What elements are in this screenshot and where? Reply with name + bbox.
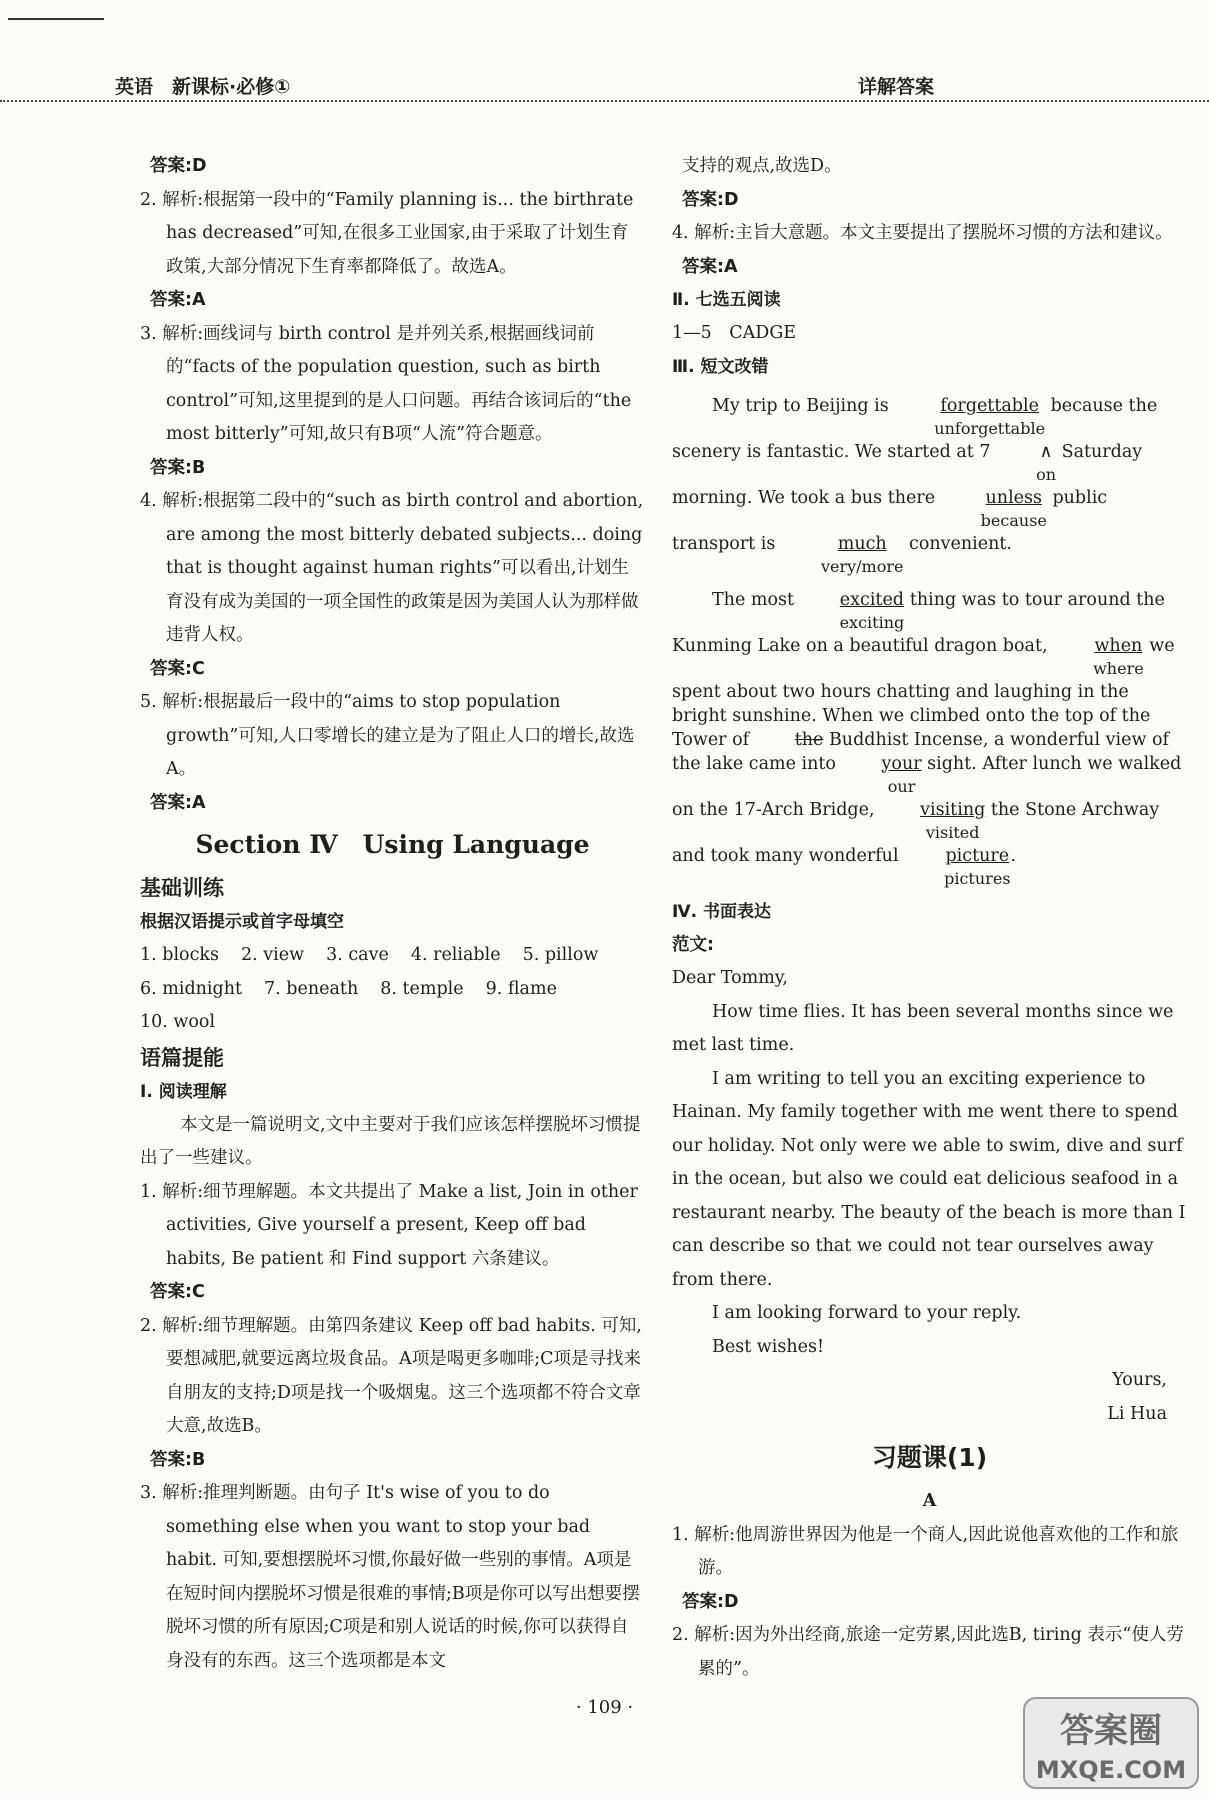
passage-text: the Stone Archway and took many wonderful bbox=[672, 799, 1160, 866]
error-word: your bbox=[881, 753, 922, 774]
answer: 答案:A bbox=[150, 290, 206, 310]
explanation: 3. 解析:画线词与 birth control 是并列关系,根据画线词前的“facts of the population question, such as birth control”可知,这里提到的是人口问题。再结合该词后的“the most bitterly”可知,故只有B项“人流”符合题意。 bbox=[140, 323, 632, 444]
passage-text: The most bbox=[712, 589, 800, 610]
answer: 答案:B bbox=[150, 457, 206, 478]
error-word: excited bbox=[839, 589, 905, 610]
correction-mark bbox=[894, 394, 1045, 440]
corrected-word: exciting bbox=[839, 612, 905, 632]
passage-text: . bbox=[1010, 845, 1017, 866]
passage-text: we spent about two hours chatting and laughing in the bright sunshine. When we climbed onto the top of the Tower of bbox=[672, 635, 1175, 750]
header-section-title: 详解答案 bbox=[858, 76, 935, 98]
letter-paragraph: I am writing to tell you an exciting experience to Hainan. My family together with me went there to spend our holiday. Not only were we able to swim, dive and surf in the ocean, but also we could eat delicious seafood in a restaurant nearby. The beauty of the beach is more than I can describe so that we could not tear ourselves away from there. bbox=[672, 1068, 1186, 1290]
insert-caret: ∧ bbox=[1039, 441, 1053, 462]
heading-reading: Ⅰ. 阅读理解 bbox=[140, 1081, 227, 1102]
explanation: 1. 解析:他周游世界因为他是一个商人,因此说他喜欢他的工作和旅游。 bbox=[672, 1524, 1179, 1578]
word-answer: 4. reliable bbox=[410, 945, 501, 965]
letter-signature: Li Hua bbox=[1107, 1403, 1167, 1424]
explanation: 4. 解析:根据第二段中的“such as birth control and abortion, are among the most bitterly debated subjects... doing that is thought against human rights”可以看出,计划生育没有成为美国的一项全国性的政策是因为美国人认为那样做违背人权。 bbox=[140, 491, 644, 645]
letter-paragraph: I am looking forward to your reply. bbox=[712, 1303, 1022, 1323]
passage-text: sight. After lunch we walked on the 17-Arch Bridge, bbox=[672, 753, 1182, 820]
passage-text: convenient. bbox=[903, 533, 1012, 554]
heading-passage: 语篇提能 bbox=[140, 1045, 224, 1070]
answer: 答案:A bbox=[150, 792, 206, 813]
lesson-title: 习题课(1) bbox=[871, 1443, 988, 1472]
error-word: much bbox=[837, 533, 887, 554]
correction-mark bbox=[781, 532, 904, 578]
word-answer: 10. wool bbox=[140, 1012, 216, 1032]
svg-text:答案圈: 答案圈 bbox=[1060, 1711, 1162, 1751]
word-answer: 9. flame bbox=[485, 978, 557, 999]
explanation: 2. 解析:细节理解题。由第四条建议 Keep off bad habits. 可知,要想减肥,就要远离垃圾食品。A项是喝更多咖啡;C项是寻找来自朋友的支持;D项是找一个吸烟鬼。这三个选项都不符合文章大意,故选B。 bbox=[140, 1315, 642, 1436]
word-answer: 6. midnight bbox=[140, 978, 243, 999]
correction-mark bbox=[996, 440, 1056, 486]
heading-error-correction: Ⅲ. 短文改错 bbox=[672, 356, 769, 377]
corrected-word: visited bbox=[925, 822, 980, 842]
passage-text: Buddhist Incense, a wonderful view of the lake came into bbox=[672, 729, 1169, 774]
letter-closing: Yours, bbox=[1112, 1370, 1167, 1390]
correction-mark bbox=[880, 798, 985, 844]
correction-mark bbox=[1053, 634, 1144, 680]
passage-text: My trip to Beijing is bbox=[712, 395, 895, 416]
explanation: 3. 解析:推理判断题。由句子 It's wise of you to do something else when you want to stop your bad habit. 可知,要想摆脱坏习惯,你最好做一些别的事情。A项是在短时间内摆脱坏习惯是很难的事情;B项是你可以写出想要摆脱坏习惯的所有原因;C项是和别人说话的时候,你可以获得自身没有的东西。这三个选项都是本文 bbox=[140, 1483, 640, 1671]
correction-mark bbox=[904, 844, 1010, 890]
passage-text: thing was to tour around the Kunming Lake on a beautiful dragon boat, bbox=[672, 589, 1165, 656]
page-number: · 109 · bbox=[575, 1697, 634, 1718]
heading-writing: Ⅳ. 书面表达 bbox=[672, 901, 772, 922]
model-essay-label: 范文: bbox=[672, 934, 714, 955]
letter-paragraph: Best wishes! bbox=[712, 1336, 824, 1357]
deleted-word: the bbox=[794, 729, 824, 750]
word-answer: 2. view bbox=[240, 945, 305, 965]
explanation: 1. 解析:细节理解题。本文共提出了 Make a list, Join in other activities, Give yourself a present, Keep off bad habits, Be patient 和 Find support 六条建议。 bbox=[140, 1181, 638, 1269]
passage-text: because the scenery is fantastic. We started at 7 bbox=[672, 395, 1158, 462]
section-title: Section Ⅳ Using Language bbox=[195, 830, 590, 859]
corrected-word: because bbox=[980, 510, 1047, 530]
word-answer: 5. pillow bbox=[522, 945, 599, 965]
explanation: 2. 解析:因为外出经商,旅途一定劳累,因此选B, tiring 表示“使人劳累的”。 bbox=[672, 1625, 1184, 1679]
corrected-word: on bbox=[1036, 464, 1057, 484]
heading-fill-blanks: 根据汉语提示或首字母填空 bbox=[140, 912, 344, 932]
answer: 答案:D bbox=[682, 1591, 739, 1612]
correction-mark bbox=[800, 588, 905, 634]
header-top-line bbox=[8, 18, 104, 20]
explanation: 4. 解析:主旨大意题。本文主要提出了摆脱坏习惯的方法和建议。 bbox=[672, 223, 1173, 243]
corrected-word: where bbox=[1093, 658, 1144, 678]
heading-seven-choose-five: Ⅱ. 七选五阅读 bbox=[672, 290, 781, 310]
letter-paragraph: How time flies. It has been several months since we met last time. bbox=[672, 1001, 1174, 1055]
explanation-continued: 支持的观点,故选D。 bbox=[682, 156, 842, 176]
passage-text: Saturday morning. We took a bus there bbox=[672, 441, 1143, 508]
left-column bbox=[140, 150, 645, 1678]
answer: 答案:D bbox=[682, 189, 739, 210]
right-column bbox=[672, 150, 1187, 1686]
corrected-word: our bbox=[887, 776, 916, 796]
correction-mark bbox=[842, 752, 922, 798]
header-book-title: 英语 新课标·必修① bbox=[115, 76, 291, 98]
watermark-logo bbox=[1022, 1696, 1200, 1790]
word-answer: 8. temple bbox=[380, 978, 464, 999]
correction-mark bbox=[755, 728, 824, 752]
answer: 答案:B bbox=[150, 1449, 206, 1470]
header-divider bbox=[0, 100, 1209, 102]
explanation: 5. 解析:根据最后一段中的“aims to stop population growth”可知,人口零增长的建立是为了阻止人口的增长,故选A。 bbox=[140, 692, 635, 779]
part-label: A bbox=[922, 1491, 937, 1511]
error-word: forgettable bbox=[940, 395, 1039, 416]
letter-greeting: Dear Tommy, bbox=[672, 968, 788, 988]
word-answer: 7. beneath bbox=[264, 978, 359, 999]
svg-text:MXQE.COM: MXQE.COM bbox=[1035, 1756, 1187, 1784]
correction-mark bbox=[941, 486, 1047, 532]
error-correction-passage bbox=[672, 578, 1187, 890]
explanation: 2. 解析:根据第一段中的“Family planning is... the birthrate has decreased”可知,在很多工业国家,由于采取了计划生育政策,大部分情况下生育率都降低了。故选A。 bbox=[140, 189, 634, 277]
heading-basic-training: 基础训练 bbox=[140, 876, 224, 900]
corrected-word: unforgettable bbox=[934, 418, 1046, 438]
passage-intro: 本文是一篇说明文,文中主要对于我们应该怎样摆脱坏习惯提出了一些建议。 bbox=[140, 1114, 641, 1168]
answer: 答案:C bbox=[150, 658, 205, 679]
answer: 答案:A bbox=[682, 256, 738, 277]
error-word: unless bbox=[985, 487, 1042, 508]
error-word: when bbox=[1094, 635, 1143, 656]
corrected-word: very/more bbox=[820, 556, 904, 576]
passage-text: public transport is bbox=[672, 487, 1108, 554]
corrected-word: pictures bbox=[944, 868, 1011, 888]
seven-choose-five-answers: 1—5 CADGE bbox=[672, 323, 797, 343]
error-word: picture bbox=[945, 845, 1010, 866]
word-answer: 1. blocks bbox=[140, 945, 219, 965]
word-answer-list bbox=[140, 939, 645, 1040]
error-word: visiting bbox=[920, 799, 986, 820]
word-answer: 3. cave bbox=[326, 945, 389, 965]
error-correction-passage bbox=[672, 384, 1187, 578]
answer: 答案:C bbox=[150, 1282, 205, 1302]
answer: 答案:D bbox=[150, 156, 207, 176]
